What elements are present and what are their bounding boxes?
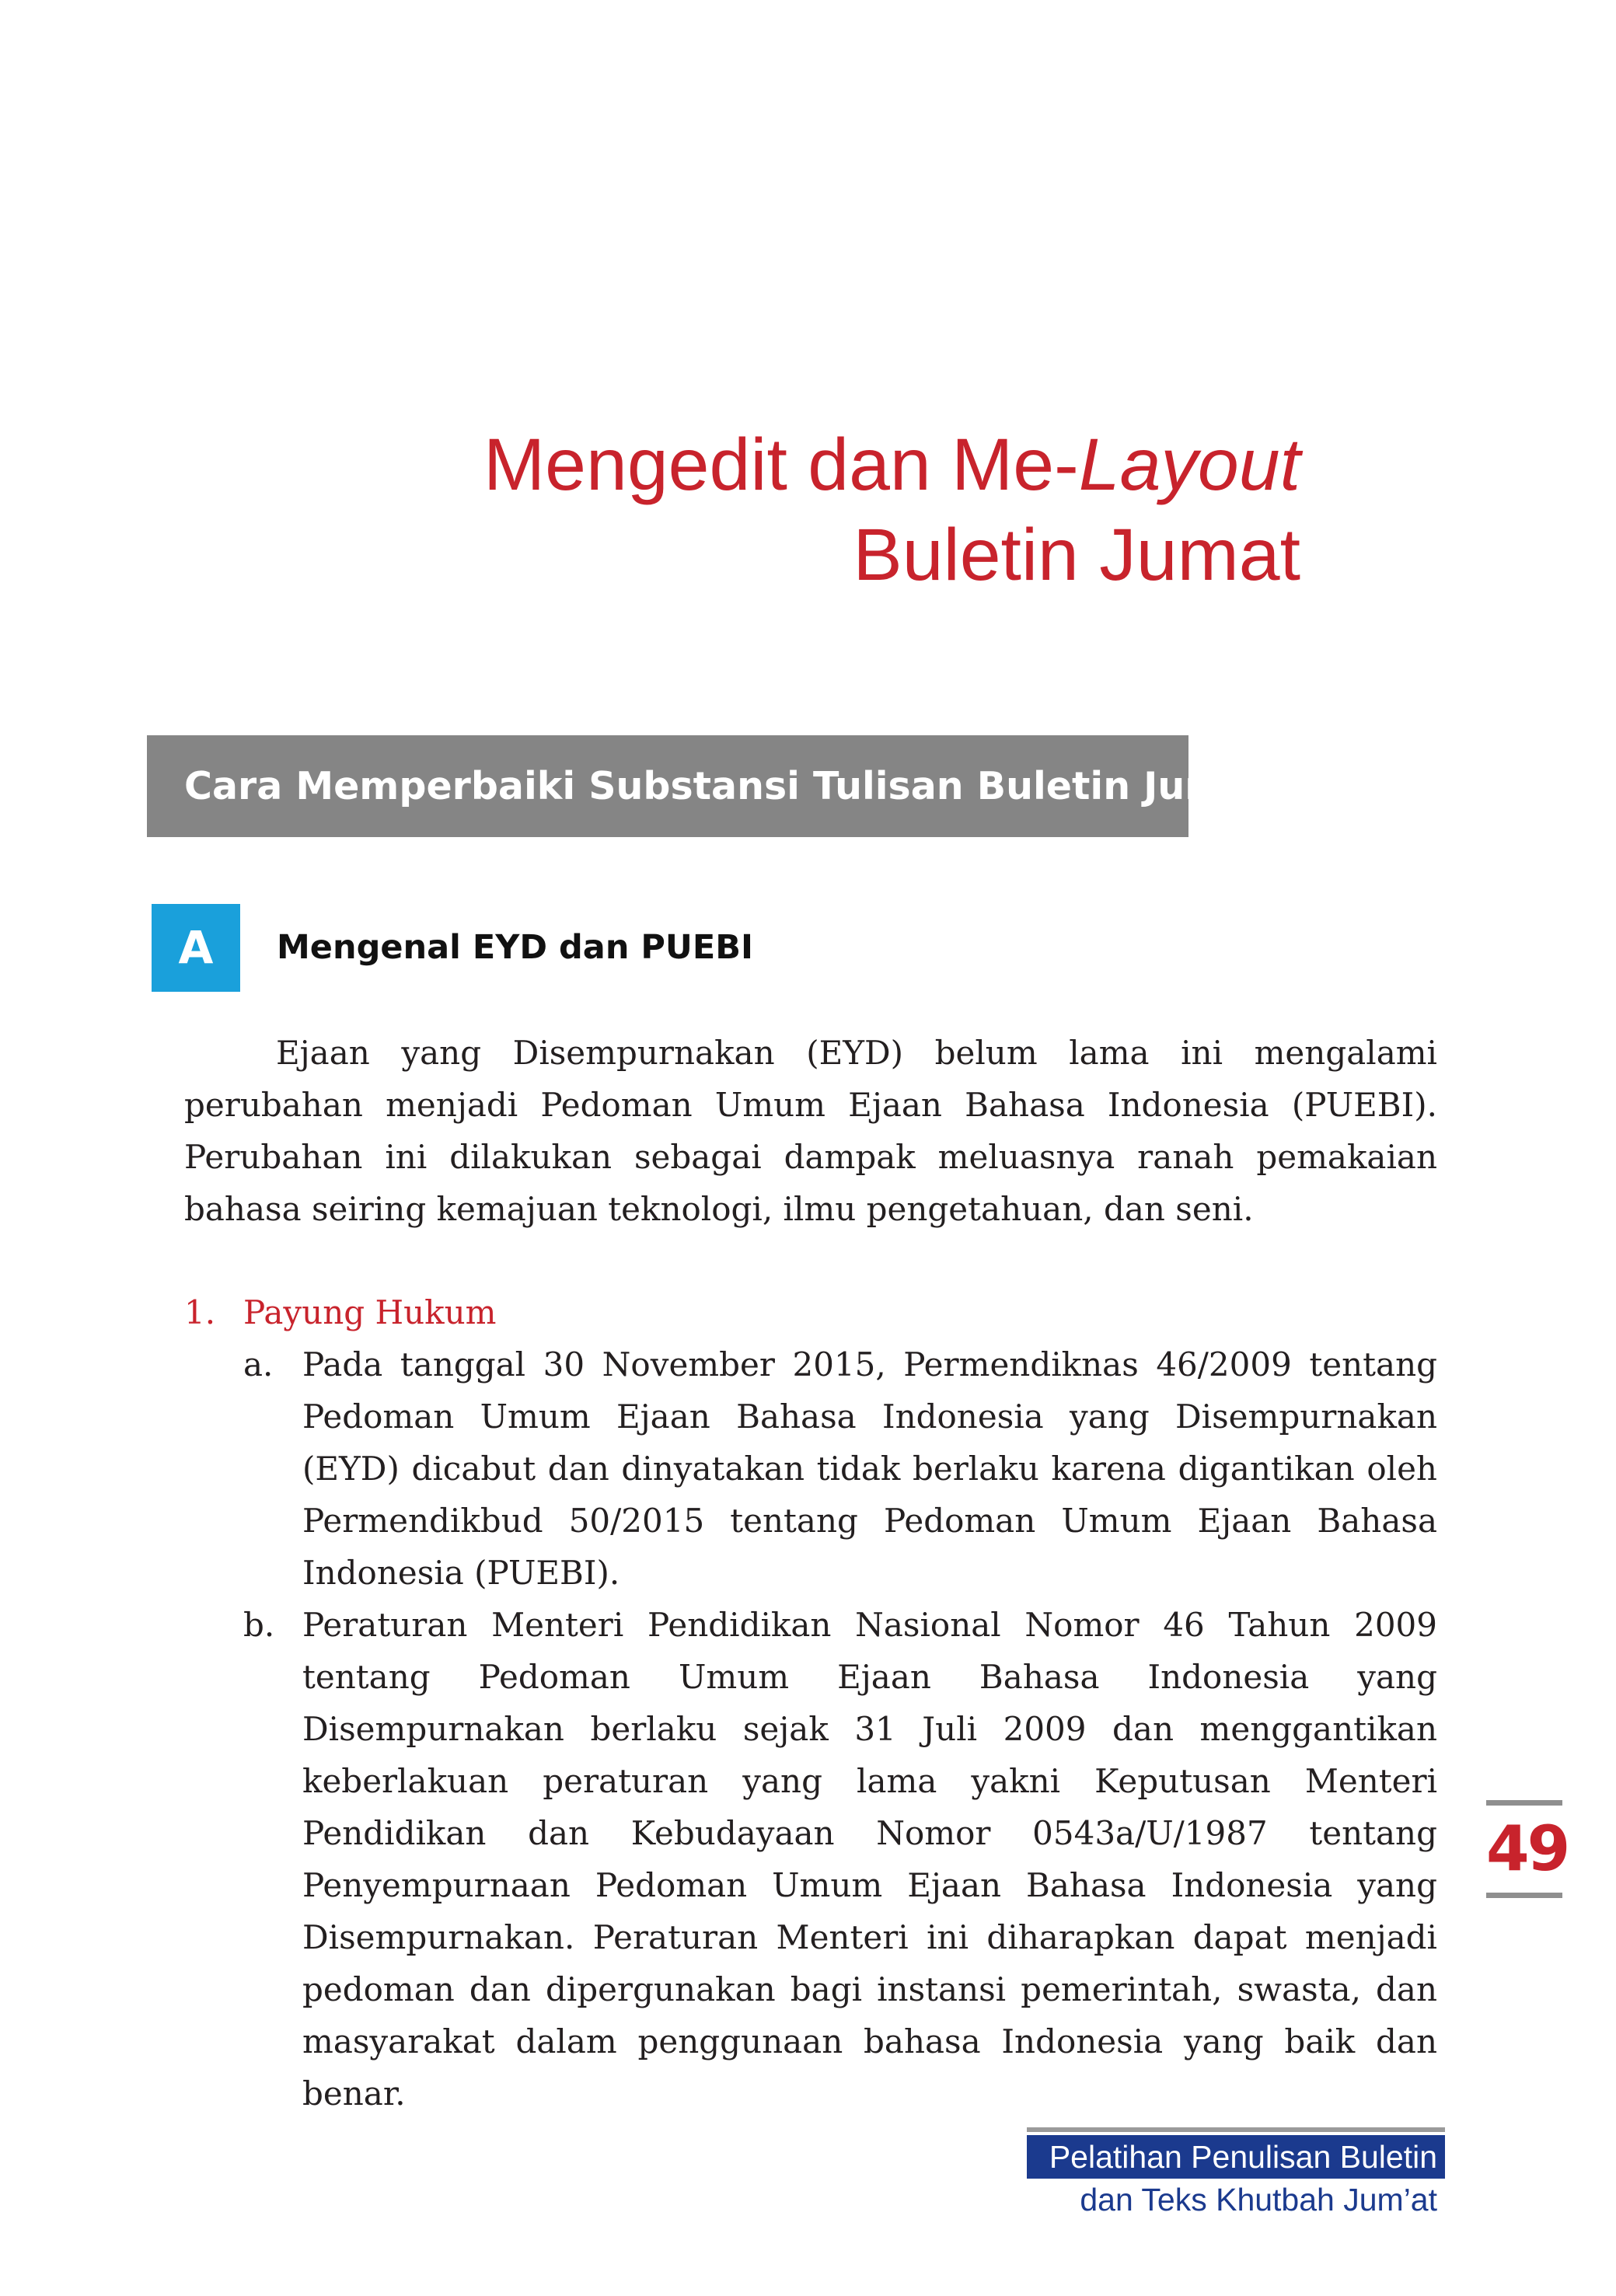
chapter-title-line1 [134,420,1300,510]
list-heading-text: Payung Hukum [243,1293,497,1331]
list-item-text: Pada tanggal 30 November 2015, Permendiknas 46/2009 tentang Pedoman Umum Ejaan Bahasa Indonesia yang Disempurnakan (EYD) dicabut dan dinyatakan tidak berlaku karena digantikan oleh Permendikbud 50/2015 tentang Pedoman Umum Ejaan Bahasa Indonesia (PUEBI). [302,1345,1437,1592]
list-item [184,1599,1437,2120]
page-number-block [1486,1800,1569,1898]
chapter-title [134,420,1300,600]
body-text [184,1027,1437,2120]
footer-title: Pelatihan Penulisan Buletin [1027,2135,1445,2179]
page-number: 49 [1486,1813,1569,1885]
list-item-letter: b. [243,1606,275,1644]
section-banner-title: Cara Memperbaiki Substansi Tulisan Buletin Jumat [184,764,1269,808]
section-banner [147,735,1269,837]
list-item-text: Peraturan Menteri Pendidikan Nasional Nomor 46 Tahun 2009 tentang Pedoman Umum Ejaan Bahasa Indonesia yang Disempurnakan berlaku sejak 31 Juli 2009 dan menggantikan keberlakuan peraturan yang lama yakni Keputusan Menteri Pendidikan dan Kebudayaan Nomor 0543a/U/1987 tentang Penyempurnaan Pedoman Umum Ejaan Bahasa Indonesia yang Disempurnakan. Peraturan Menteri ini diharapkan dapat menjadi pedoman dan dipergunakan bagi instansi pemerintah, swasta, dan masyarakat dalam penggunaan bahasa Indonesia yang baik dan benar. [302,1606,1437,2113]
subsection-letter-badge: A [152,904,240,992]
intro-paragraph: Ejaan yang Disempurnakan (EYD) belum lama ini mengalami perubahan menjadi Pedoman Umum Ejaan Bahasa Indonesia (PUEBI). Perubahan ini dilakukan sebagai dampak meluasnya ranah pemakaian bahasa seiring kemajuan teknologi, ilmu pengetahuan, dan seni. [184,1034,1437,1228]
footer-rule [1027,2127,1445,2132]
list-item [184,1338,1437,1599]
list-heading [184,1286,1437,1338]
chapter-title-line2: Buletin Jumat [853,514,1300,596]
list-number: 1. [184,1293,216,1331]
list-item-letter: a. [243,1345,274,1384]
footer-subtitle: dan Teks Khutbah Jum’at [1080,2182,1437,2217]
chapter-title-prefix: Mengedit dan Me- [483,424,1079,506]
page-number-rule-bottom [1486,1893,1562,1898]
footer [1027,2127,1445,2221]
page-number-rule-top [1486,1800,1562,1806]
chapter-title-italic: Layout [1078,424,1300,506]
subsection-title: Mengenal EYD dan PUEBI [277,928,753,967]
